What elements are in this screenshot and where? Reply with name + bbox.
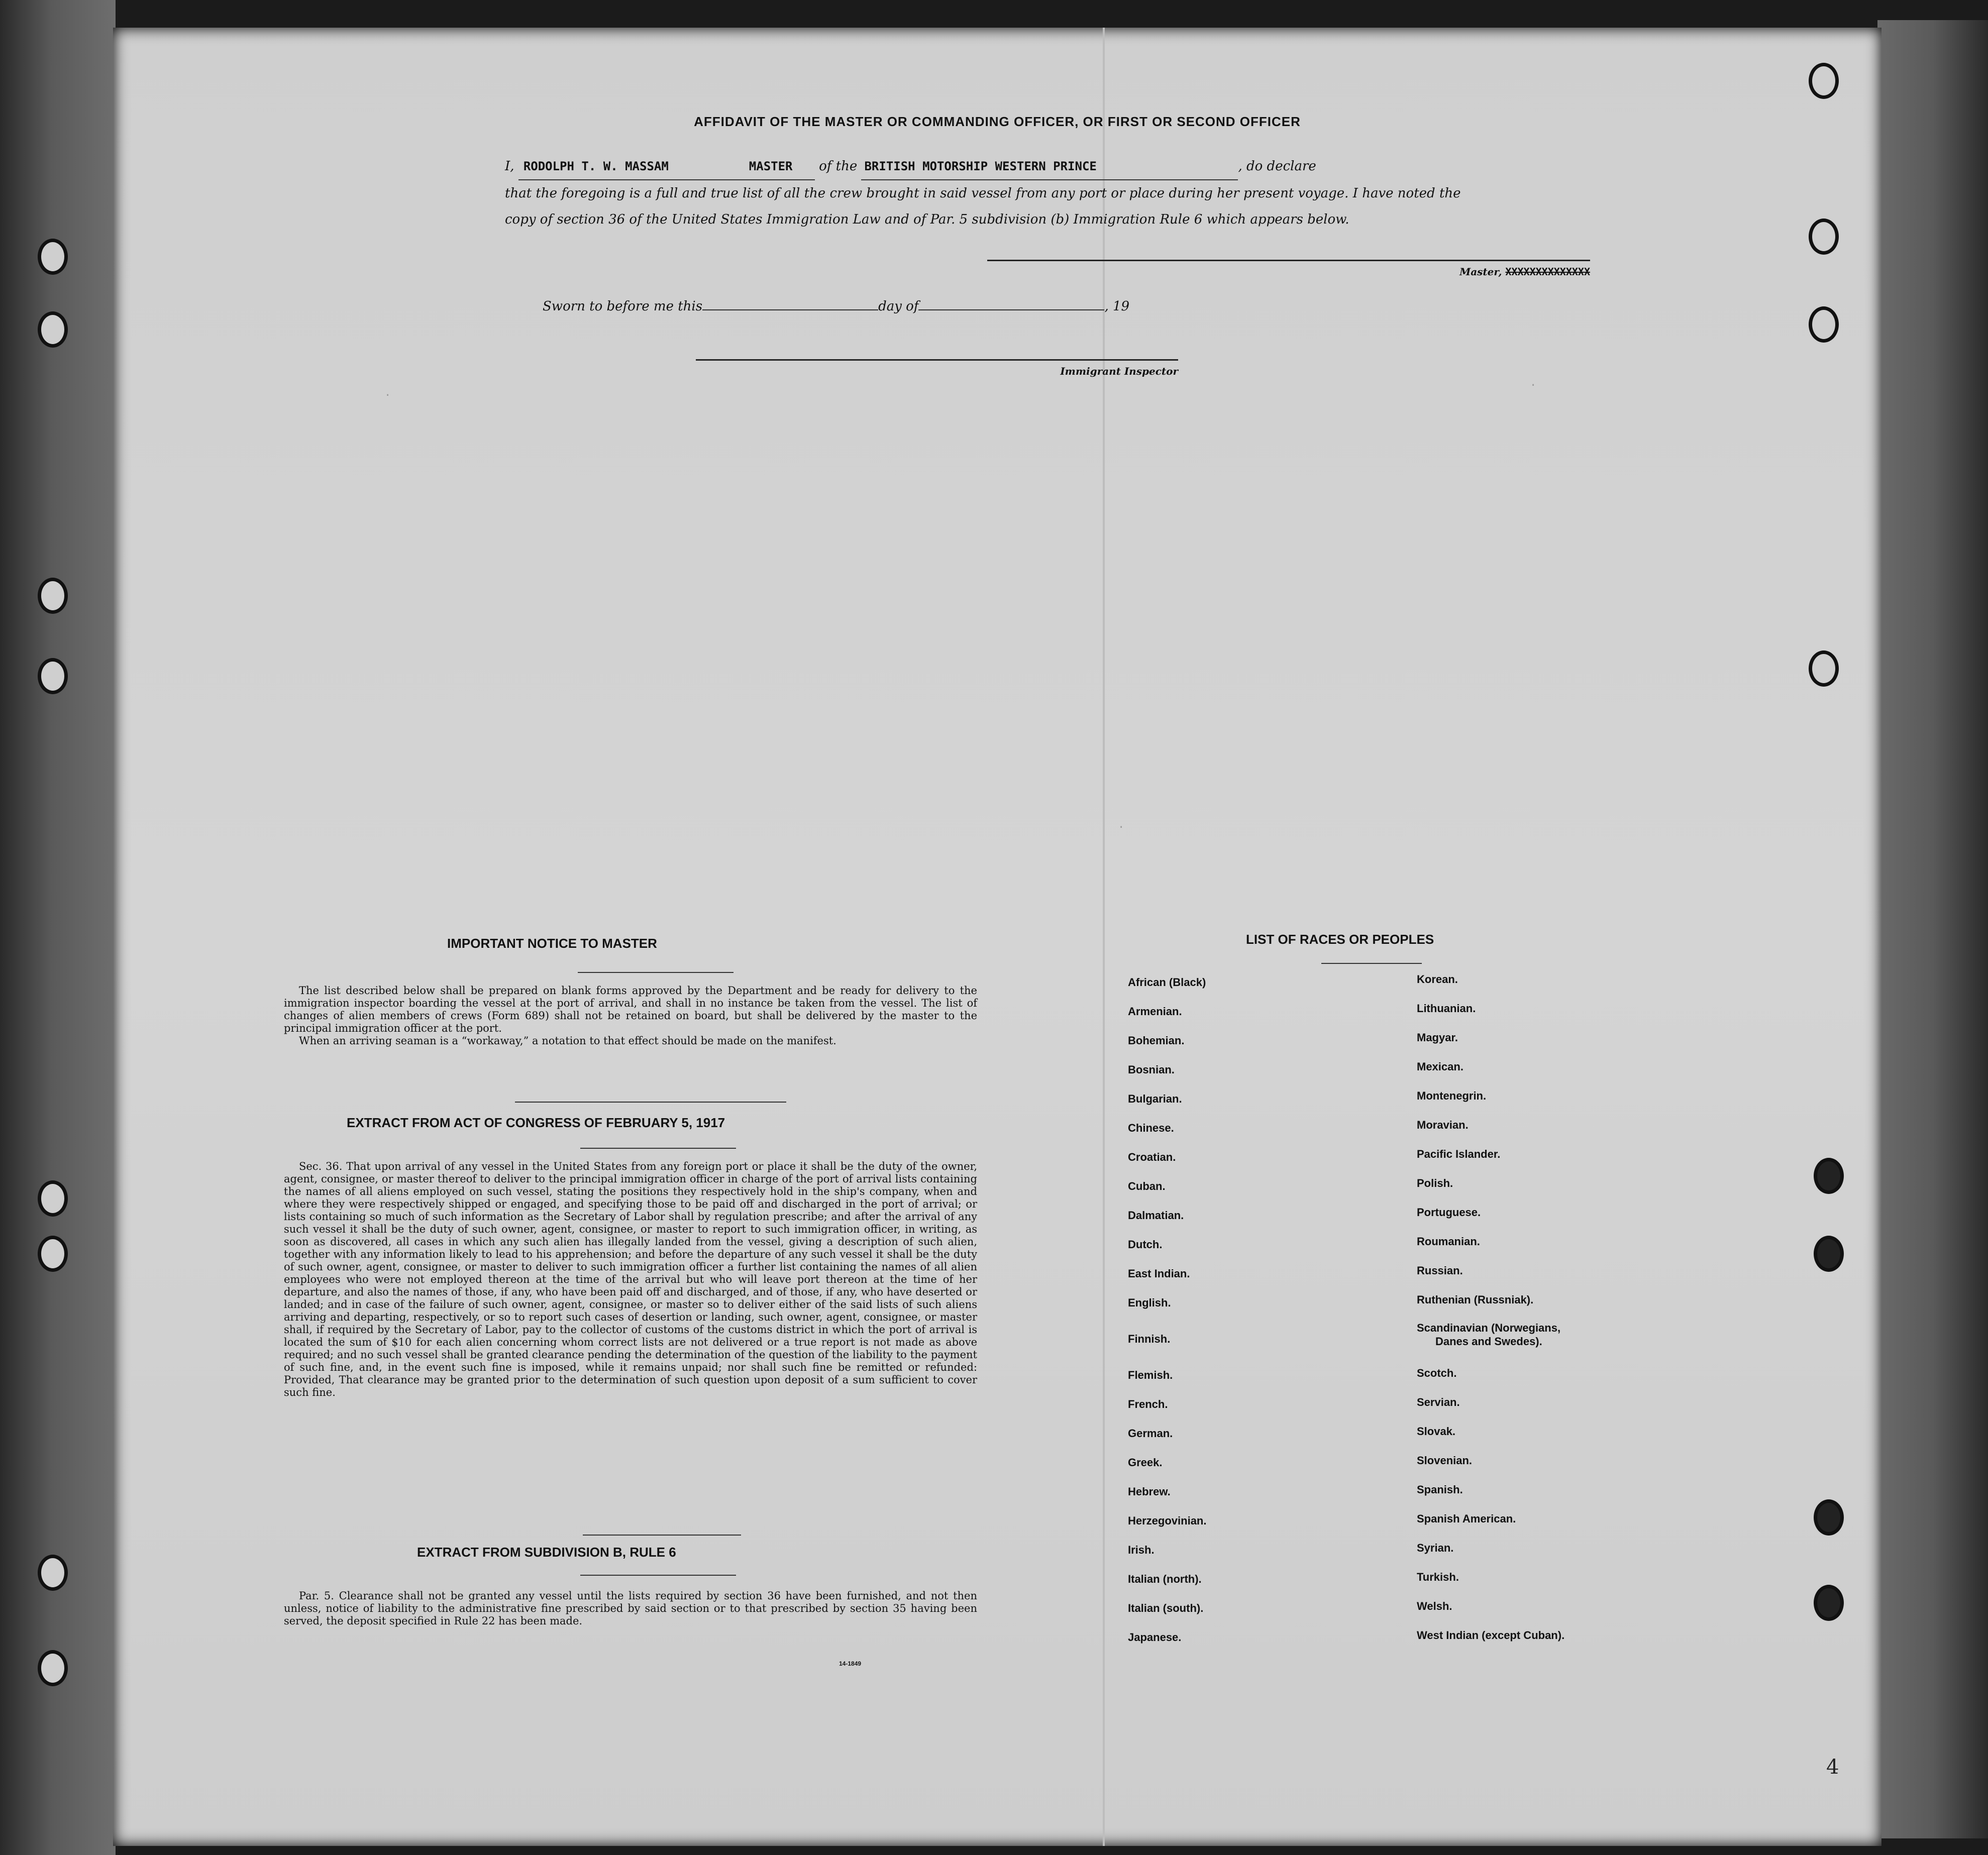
vessel-name-value: BRITISH MOTORSHIP WESTERN PRINCE	[864, 159, 1097, 173]
declaration-line-2: that the foregoing is a full and true list of all the crew brought in said vessel from any port or place during her present voyage. I have noted the	[505, 186, 1461, 201]
punch-hole-left-1	[38, 239, 68, 275]
race-right-4: Mexican.	[1417, 1060, 1463, 1073]
race-left-23: Japanese.	[1128, 1631, 1182, 1644]
race-right-13-cont: Danes and Swedes).	[1435, 1335, 1542, 1348]
declaration-line-1	[505, 153, 1590, 180]
punch-hole-left-4	[38, 658, 68, 694]
punch-hole-right-2	[1809, 219, 1839, 255]
race-right-23: West Indian (except Cuban).	[1417, 1629, 1565, 1642]
punch-hole-left-3	[38, 578, 68, 614]
notice-end-rule	[515, 1102, 786, 1103]
act-paragraph: Sec. 36. That upon arrival of any vessel in the United States from any foreign port or place it shall be the duty of the owner, agent, consignee, or master thereof to deliver to the principal immigration officer in charge of the port of arrival lists containing the names of all aliens employed on such vessel, stating the positions they respectively hold in the ship's company, when and where they were respectively shipped or engaged, and specifying those to be paid off and discharged in the port of arrival; or lists containing so much of such information as the Secretary of Labor shall by regulation prescribe; and after the arrival of any such vessel it shall be the duty of such owner, agent, consignee, or master to report to such immigration officer, in writing, as soon as discovered, all cases in which any such alien has illegally landed from the vessel, giving a description of such alien, together with any information likely to lead to his apprehension; and before the departure of any such vessel it shall be the duty of such owner, agent, consignee, or master to deliver to such immigration officer a further list containing the names of all alien employees who were not employed thereon at the time of the arrival but who will leave port thereon at the time of her departure, and also the names of those, if any, who have been paid off and discharged, and of those, if any, who have deserted or landed; and in case of the failure of such owner, agent, consignee, or master so to deliver either of the said lists of such aliens arriving and departing, respectively, or so to report such cases of desertion or landing, such owner, agent, consignee, or master shall, if required by the Secretary of Labor, pay to the collector of customs of the customs district in which the port of arrival is located the sum of $10 for each alien concerning whom correct lists are not delivered or a true report is not made as above required; and no such vessel shall be granted clearance pending the determination of the question of the liability to the payment of such fine, and, in the event such fine is imposed, while it remains unpaid; nor shall such fine be remitted or refunded: Provided, That clearance may be granted prior to the determination of such question upon deposit of a sum sufficient to cover such fine.	[284, 1160, 977, 1398]
race-right-11: Russian.	[1417, 1264, 1463, 1277]
master-name-field[interactable]	[518, 153, 815, 180]
race-right-6: Moravian.	[1417, 1119, 1469, 1131]
act-rule	[580, 1148, 736, 1149]
race-right-14: Scotch.	[1417, 1367, 1457, 1379]
race-left-15: French.	[1128, 1398, 1168, 1410]
sworn-year-prefix: , 19	[1104, 299, 1130, 314]
race-right-18: Spanish.	[1417, 1483, 1463, 1496]
sworn-day-field[interactable]	[702, 309, 878, 310]
race-right-12: Ruthenian (Russniak).	[1417, 1293, 1534, 1306]
race-left-10: Dutch.	[1128, 1238, 1163, 1251]
race-left-14: Flemish.	[1128, 1369, 1173, 1381]
race-right-3: Magyar.	[1417, 1031, 1458, 1044]
struck-through-text: XXXXXXXXXXXXXX	[1505, 266, 1590, 278]
race-right-1: Korean.	[1417, 973, 1458, 986]
rule6-text	[284, 1590, 977, 1627]
inspector-signature-line[interactable]	[696, 359, 1178, 361]
races-heading: LIST OF RACES OR PEOPLES	[1246, 932, 1434, 947]
race-right-15: Servian.	[1417, 1396, 1460, 1408]
punch-hole-right-7	[1814, 1499, 1844, 1536]
race-right-7: Pacific Islander.	[1417, 1148, 1501, 1160]
race-left-3: Bohemian.	[1128, 1034, 1185, 1047]
punch-hole-right-4	[1809, 650, 1839, 687]
race-left-13: Finnish.	[1128, 1333, 1171, 1345]
race-right-22: Welsh.	[1417, 1600, 1452, 1612]
race-right-20: Syrian.	[1417, 1542, 1454, 1554]
master-signature-line[interactable]	[987, 260, 1590, 261]
race-left-21: Italian (north).	[1128, 1573, 1202, 1585]
notice-rule	[578, 972, 734, 973]
race-right-17: Slovenian.	[1417, 1454, 1473, 1467]
declaration-i: I,	[505, 159, 514, 174]
race-left-17: Greek.	[1128, 1456, 1163, 1469]
sworn-month-field[interactable]	[918, 309, 1104, 310]
punch-hole-left-2	[38, 311, 68, 348]
race-right-2: Lithuanian.	[1417, 1002, 1476, 1015]
races-rule	[1321, 963, 1422, 964]
race-left-16: German.	[1128, 1427, 1173, 1440]
race-left-6: Chinese.	[1128, 1122, 1174, 1134]
notice-paragraph-1: The list described below shall be prepared on blank forms approved by the Department and be ready for delivery to the immigration inspector boarding the vessel at the port of arrival, and shall in no instance be taken from the vessel. The list of changes of alien members of crews (Form 689) shall not be retained on board, but shall be delivered by the master to the principal immigration officer at the port.	[284, 985, 977, 1034]
vessel-name-field[interactable]	[861, 153, 1238, 180]
inspector-label: Immigrant Inspector	[1060, 365, 1178, 377]
race-left-7: Croatian.	[1128, 1151, 1176, 1163]
notice-text	[284, 985, 977, 1047]
declaration-block	[505, 153, 1590, 233]
race-right-21: Turkish.	[1417, 1571, 1459, 1583]
punch-hole-left-5	[38, 1180, 68, 1217]
handwritten-page-number: 4	[1826, 1756, 1839, 1779]
sworn-line	[543, 299, 1129, 314]
race-right-13: Scandinavian (Norwegians,	[1417, 1322, 1561, 1334]
sworn-day-of: day of	[878, 299, 919, 314]
act-heading: EXTRACT FROM ACT OF CONGRESS OF FEBRUARY 5, 1917	[347, 1115, 725, 1130]
race-left-12: English.	[1128, 1296, 1171, 1309]
affidavit-title: AFFIDAVIT OF THE MASTER OR COMMANDING OFFICER, OR FIRST OR SECOND OFFICER	[694, 114, 1301, 129]
master-signature-label	[1289, 266, 1590, 278]
master-label-text: Master,	[1459, 266, 1502, 278]
race-right-10: Roumanian.	[1417, 1235, 1480, 1248]
race-right-9: Portuguese.	[1417, 1206, 1481, 1219]
race-left-20: Irish.	[1128, 1544, 1155, 1556]
act-text	[284, 1160, 977, 1399]
bleed-through-mark: ·	[384, 389, 391, 402]
race-left-4: Bosnian.	[1128, 1063, 1175, 1076]
declaration-of-the: of the	[819, 159, 858, 174]
punch-hole-right-1	[1809, 63, 1839, 99]
declaration-line-3: copy of section 36 of the United States Immigration Law and of Par. 5 subdivision (b) Immigration Rule 6 which appears below.	[505, 212, 1349, 227]
race-left-18: Hebrew.	[1128, 1485, 1171, 1498]
punch-hole-right-6	[1814, 1236, 1844, 1272]
notice-heading: IMPORTANT NOTICE TO MASTER	[447, 936, 657, 951]
punch-hole-left-8	[38, 1650, 68, 1686]
race-left-5: Bulgarian.	[1128, 1093, 1182, 1105]
race-left-1: African (Black)	[1128, 976, 1206, 989]
punch-hole-left-7	[38, 1555, 68, 1591]
rule6-rule	[580, 1575, 736, 1576]
race-left-22: Italian (south).	[1128, 1602, 1204, 1614]
race-right-19: Spanish American.	[1417, 1512, 1516, 1525]
master-rank-value: MASTER	[749, 159, 793, 173]
rule6-paragraph: Par. 5. Clearance shall not be granted any vessel until the lists required by section 36 have been furnished, and not then unless, notice of liability to the administrative fine prescribed by said section or to that prescribed by section 35 having been served, the deposit specified in Rule 22 has been made.	[284, 1590, 977, 1627]
race-right-5: Montenegrin.	[1417, 1089, 1487, 1102]
race-left-9: Dalmatian.	[1128, 1209, 1184, 1222]
punch-hole-right-3	[1809, 306, 1839, 343]
race-left-19: Herzegovinian.	[1128, 1514, 1207, 1527]
punch-hole-left-6	[38, 1236, 68, 1272]
race-right-8: Polish.	[1417, 1177, 1453, 1189]
form-code: 14-1849	[839, 1660, 862, 1667]
scan-border-right	[1877, 20, 1988, 1838]
sworn-prefix: Sworn to before me this	[543, 299, 703, 314]
punch-hole-right-5	[1814, 1158, 1844, 1194]
notice-paragraph-2: When an arriving seaman is a “workaway,” a notation to that effect should be made on the manifest.	[299, 1035, 836, 1047]
race-left-8: Cuban.	[1128, 1180, 1166, 1192]
rule6-heading: EXTRACT FROM SUBDIVISION B, RULE 6	[417, 1545, 676, 1560]
race-right-16: Slovak.	[1417, 1425, 1456, 1438]
act-end-rule	[583, 1535, 741, 1536]
race-left-2: Armenian.	[1128, 1005, 1182, 1018]
document-sheet	[113, 28, 1881, 1846]
master-name-value: RODOLPH T. W. MASSAM	[523, 159, 669, 173]
punch-hole-right-8	[1814, 1585, 1844, 1621]
bleed-through-mark: ·	[1530, 379, 1537, 392]
declaration-do-declare: , do declare	[1238, 159, 1316, 174]
bleed-through-mark: ·	[1118, 821, 1125, 834]
race-left-11: East Indian.	[1128, 1267, 1190, 1280]
